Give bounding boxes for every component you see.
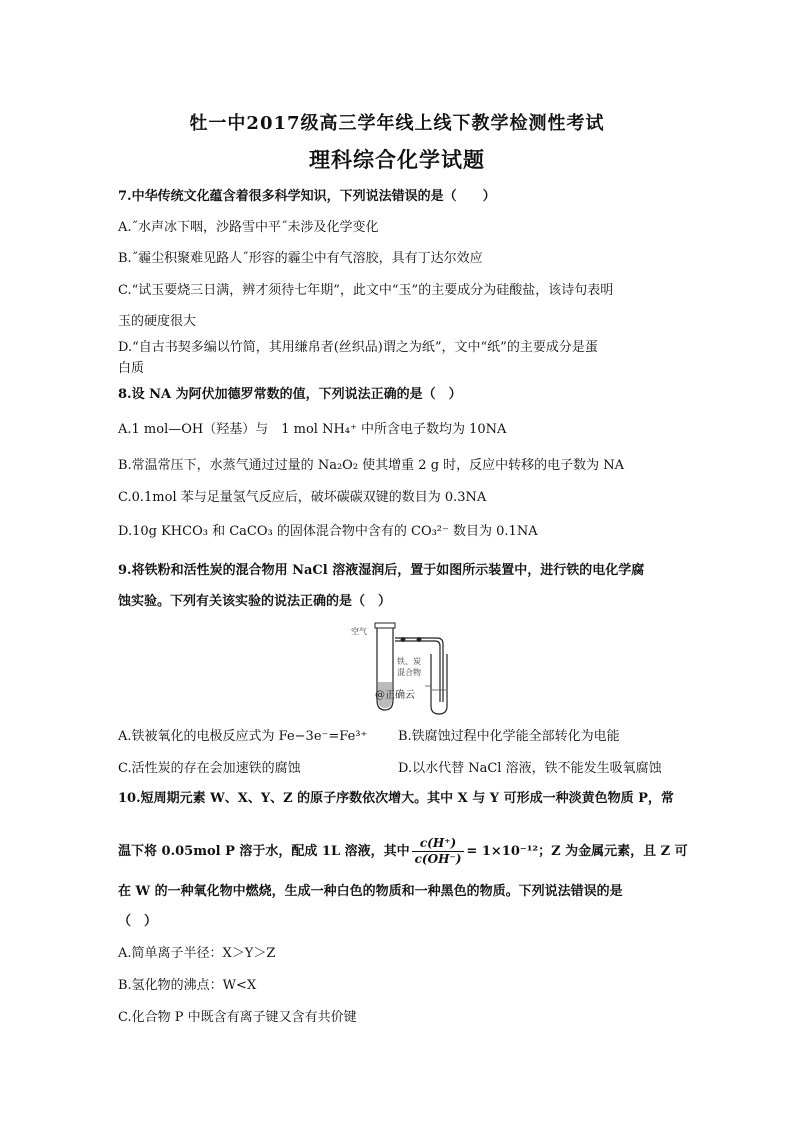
q10-option-a: A.简单离子半径：X＞Y＞Z bbox=[118, 946, 276, 961]
q10-stem-after-fraction: = 1×10⁻¹²；Z 为金属元素，且 Z 可 bbox=[466, 844, 688, 859]
q7-option-a: A.˝水声冰下咽，沙路雪中平˝未涉及化学变化 bbox=[118, 220, 379, 235]
hydrogen-hydroxide-ratio bbox=[412, 836, 465, 867]
q9-option-d: D.以水代替 NaCl 溶液，铁不能发生吸氧腐蚀 bbox=[398, 761, 662, 776]
q8-option-d: D.10g KHCO₃ 和 CaCO₃ 的固体混合物中含有的 CO₃²⁻ 数目为 0.1NA bbox=[118, 524, 538, 539]
q7-option-d-cont: 白质 bbox=[118, 361, 145, 376]
watermark-text: @正确云 bbox=[375, 690, 415, 701]
q9-option-a: A.铁被氧化的电极反应式为 Fe−3e⁻=Fe³⁺ bbox=[118, 729, 368, 744]
q9-option-b: B.铁腐蚀过程中化学能全部转化为电能 bbox=[398, 729, 620, 744]
q10-stem-before-fraction: 温下将 0.05mol P 溶于水，配成 1L 溶液，其中 bbox=[118, 844, 410, 859]
fraction-numerator: c(H⁺) bbox=[412, 836, 465, 852]
figure-label-mixture-2: 混合物 bbox=[397, 668, 421, 677]
q7-stem: 7.中华传统文化蕴含着很多科学知识，下列说法错误的是（ ） bbox=[118, 189, 496, 204]
corrosion-apparatus-figure bbox=[351, 620, 465, 716]
figure-label-mixture-1: 铁、炭 bbox=[397, 657, 421, 666]
fraction-denominator: c(OH⁻) bbox=[414, 852, 462, 866]
q10-stem-line3: 在 W 的一种氧化物中燃烧，生成一种白色的物质和一种黑色的物质。下列说法错误的是 bbox=[118, 884, 623, 899]
q10-option-b: B.氢化物的沸点：W<X bbox=[118, 978, 257, 993]
q8-option-a: A.1 mol—OH（羟基）与 1 mol NH₄⁺ 中所含电子数均为 10NA bbox=[118, 422, 507, 437]
q10-option-c: C.化合物 P 中既含有离子键又含有共价键 bbox=[118, 1010, 357, 1025]
q9-stem-cont: 蚀实验。下列有关该实验的说法正确的是（ ） bbox=[118, 594, 392, 609]
q10-stem: 10.短周期元素 W、X、Y、Z 的原子序数依次增大。其中 X 与 Y 可形成一种淡黄色物质 P，常 bbox=[118, 791, 674, 806]
q9-option-c: C.活性炭的存在会加速铁的腐蚀 bbox=[118, 761, 301, 776]
page-title: 牡一中2017级高三学年线上线下教学检测性考试 bbox=[189, 113, 605, 134]
q7-option-d: D.“自古书契多编以竹简，其用缣帛者(丝织品)谓之为纸”，文中“纸”的主要成分是蛋 bbox=[118, 340, 598, 355]
page-subtitle: 理科综合化学试题 bbox=[309, 147, 485, 172]
q8-option-c: C.0.1mol 苯与足量氢气反应后，破坏碳碳双键的数目为 0.3NA bbox=[118, 490, 487, 505]
q7-option-c-cont: 玉的硬度很大 bbox=[118, 314, 197, 329]
q10-stem-cont bbox=[118, 836, 688, 867]
q7-option-c: C.“试玉要烧三日满，辨才须待七年期”，此文中“玉”的主要成分为硅酸盐，该诗句表明 bbox=[118, 283, 614, 298]
q10-stem-line4: （ ） bbox=[118, 914, 158, 929]
q8-option-b: B.常温常压下，水蒸气通过过量的 Na₂O₂ 使其增重 2 g 时，反应中转移的电子数为 NA bbox=[118, 458, 625, 473]
figure-label-air: 空气 bbox=[351, 627, 367, 636]
q8-stem: 8.设 NA 为阿伏加德罗常数的值，下列说法正确的是（ ） bbox=[118, 387, 462, 402]
q7-option-b: B.˝霾尘积聚难见路人˝形容的霾尘中有气溶胶，具有丁达尔效应 bbox=[118, 251, 483, 266]
q9-stem: 9.将铁粉和活性炭的混合物用 NaCl 溶液湿润后，置于如图所示装置中，进行铁的电化学腐 bbox=[118, 563, 645, 578]
